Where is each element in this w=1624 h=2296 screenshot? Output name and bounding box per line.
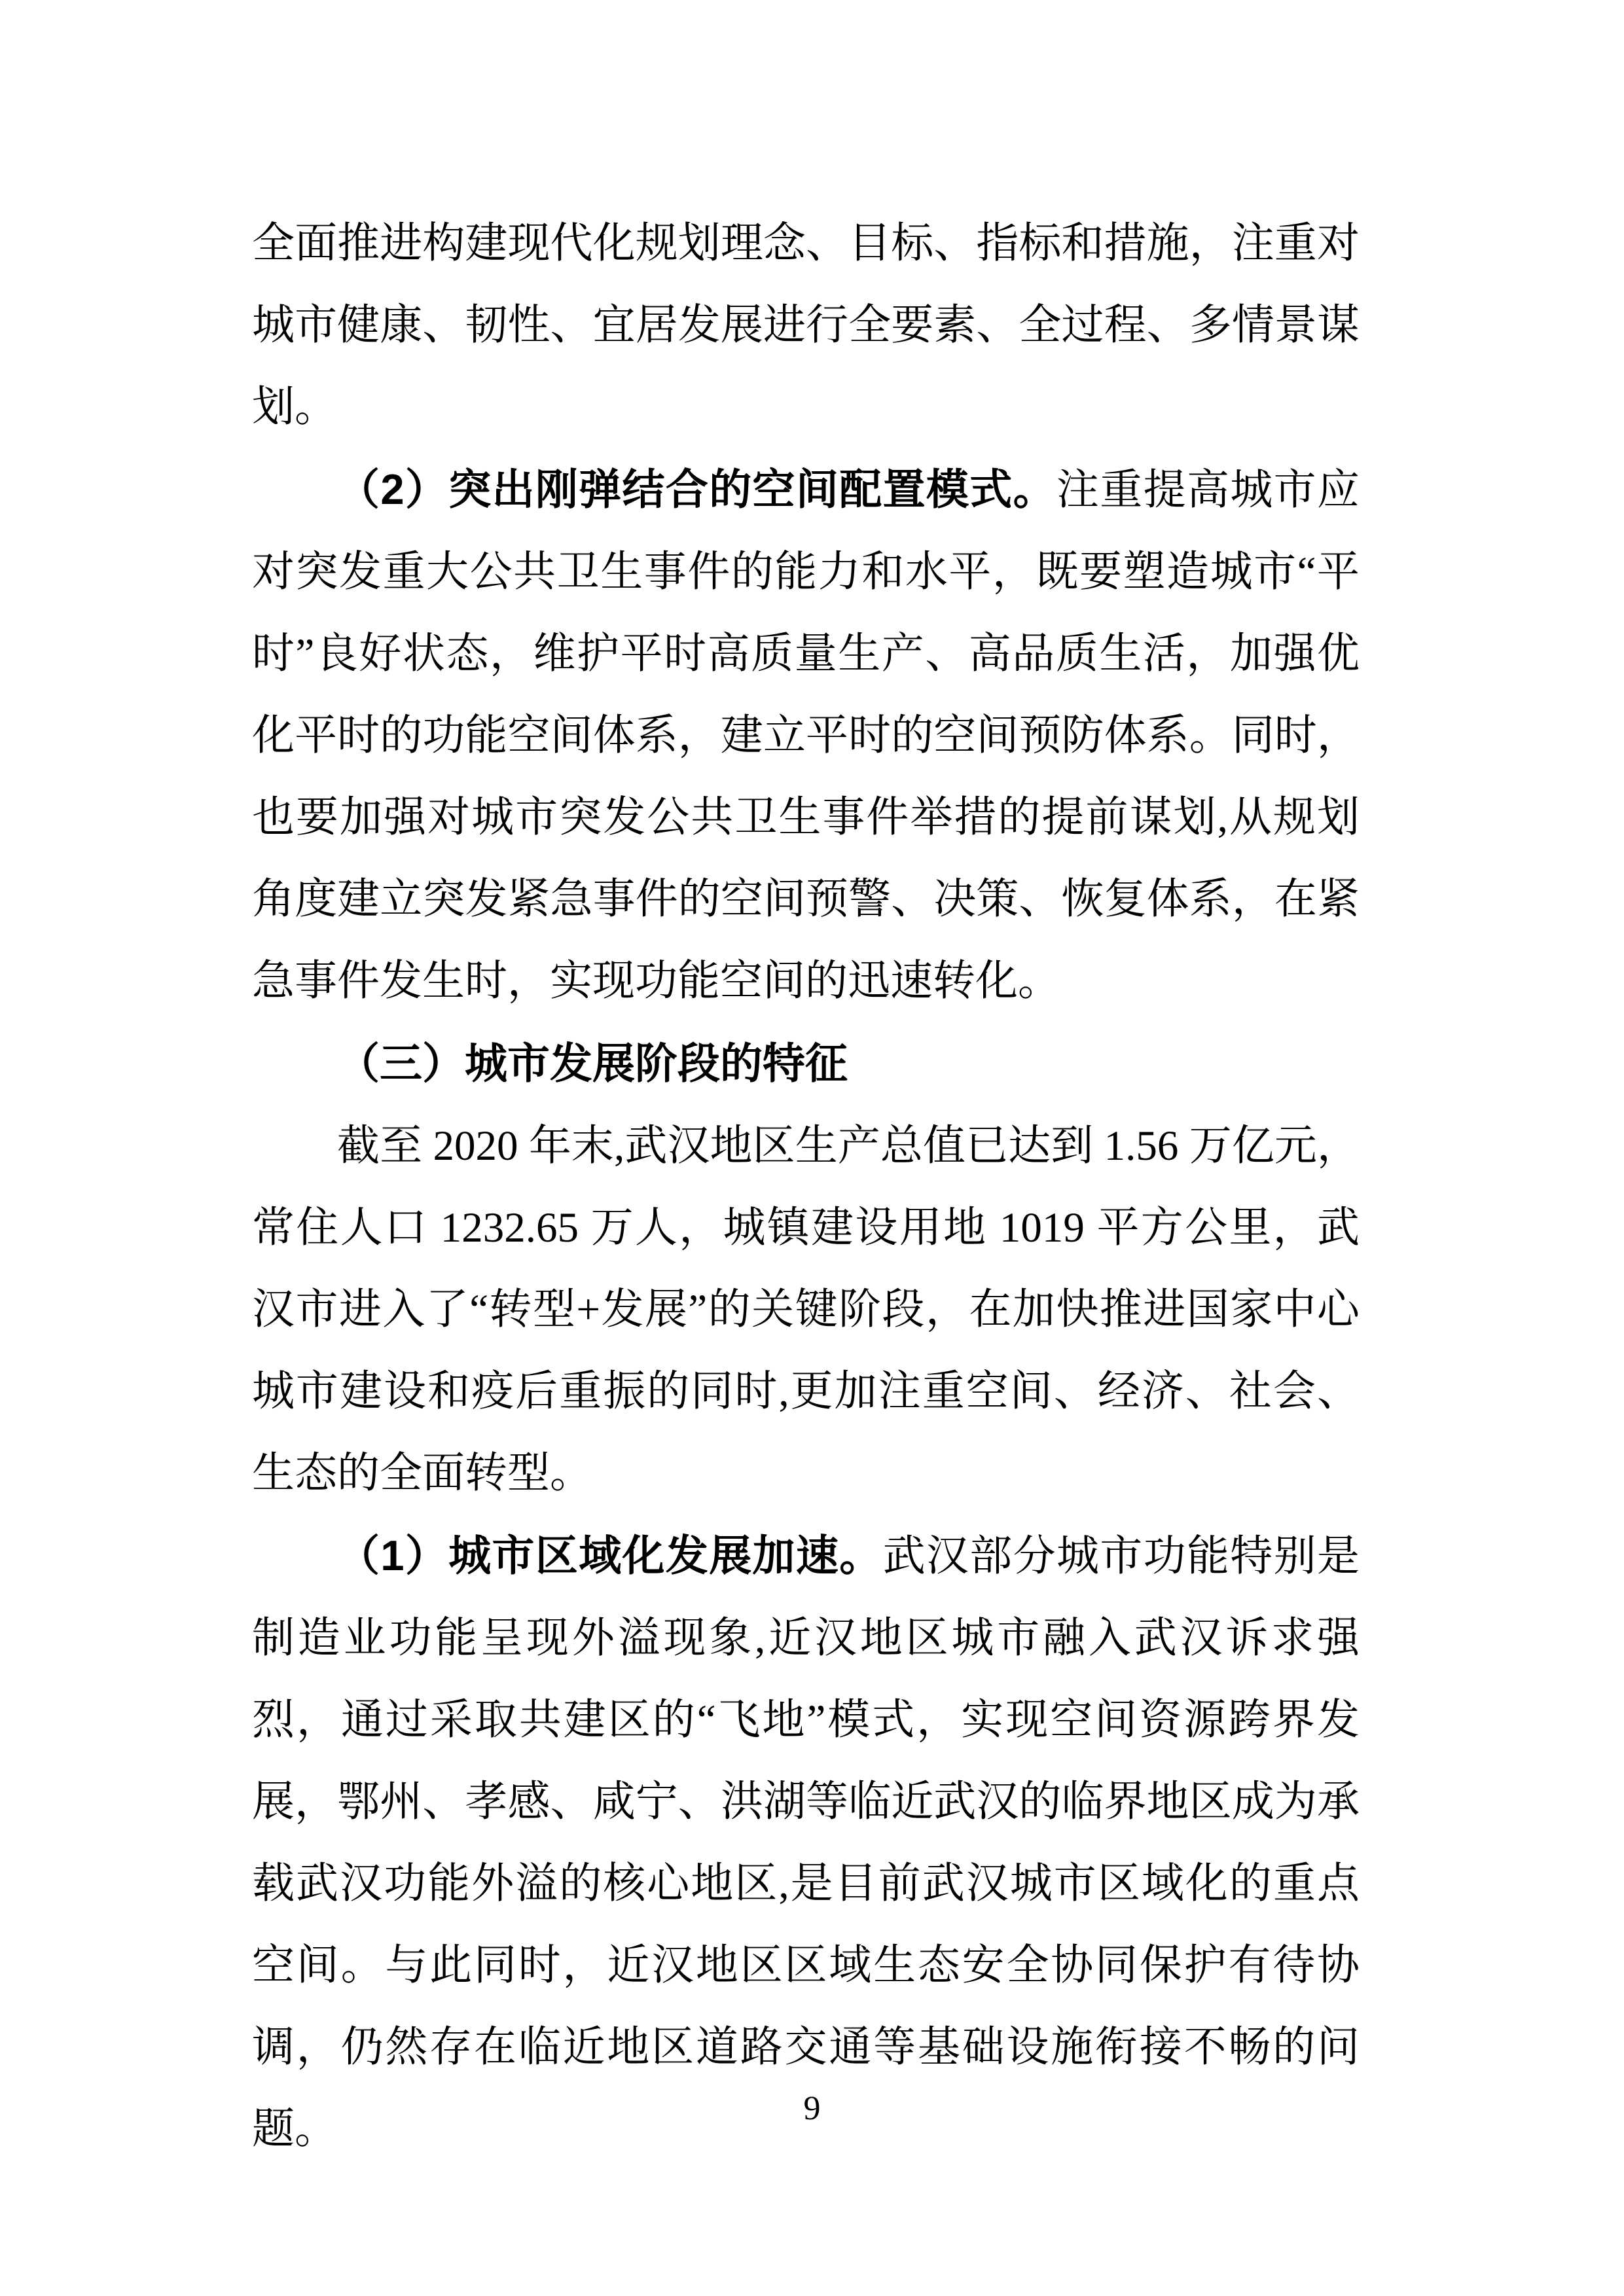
paragraph-text: 全面推进构建现代化规划理念、目标、指标和措施，注重对城市健康、韧性、宜居发展进行全要素、全过程、多情景谋划。 <box>252 220 1360 431</box>
paragraph-lead-heading: （2）突出刚弹结合的空间配置模式。 <box>337 465 1056 513</box>
paragraph-continuation <box>252 203 1360 448</box>
document-body <box>252 203 1360 2170</box>
page-number: 9 <box>803 2090 821 2127</box>
paragraph-text: 注重提高城市应对突发重大公共卫生事件的能力和水平，既要塑造城市“平时”良好状态，维护平时高质量生产、高品质生活，加强优化平时的功能空间体系，建立平时的空间预防体系。同时，也要加强对城市突发公共卫生事件举措的提前谋划,从规划角度建立突发紧急事件的空间预警、决策、恢复体系，在紧急事件发生时，实现功能空间的迅速转化。 <box>252 467 1360 1005</box>
paragraph-development-stage <box>252 1105 1360 1515</box>
section-heading-three <box>252 1022 1360 1105</box>
paragraph-lead-heading: （1）城市区域化发展加速。 <box>337 1532 883 1579</box>
paragraph-text: 武汉部分城市功能特别是制造业功能呈现外溢现象,近汉地区城市融入武汉诉求强烈，通过采取共建区的“飞地”模式，实现空间资源跨界发展，鄂州、孝感、咸宁、洪湖等临近武汉的临界地区成为承载武汉功能外溢的核心地区,是目前武汉城市区域化的重点空间。与此同时，近汉地区区域生态安全协同保护有待协调，仍然存在临近地区道路交通等基础设施衔接不畅的问题。 <box>252 1533 1360 2153</box>
paragraph-item-2 <box>252 448 1360 1022</box>
section-heading-text: （三）城市发展阶段的特征 <box>337 1039 848 1087</box>
paragraph-item-1 <box>252 1515 1360 2170</box>
paragraph-text: 截至 2020 年末,武汉地区生产总值已达到 1.56 万亿元，常住人口 1232.65 万人，城镇建设用地 1019 平方公里，武汉市进入了“转型+发展”的关键阶段，在加快推进国家中心城市建设和疫后重振的同时,更加注重空间、经济、社会、生态的全面转型。 <box>252 1122 1360 1497</box>
